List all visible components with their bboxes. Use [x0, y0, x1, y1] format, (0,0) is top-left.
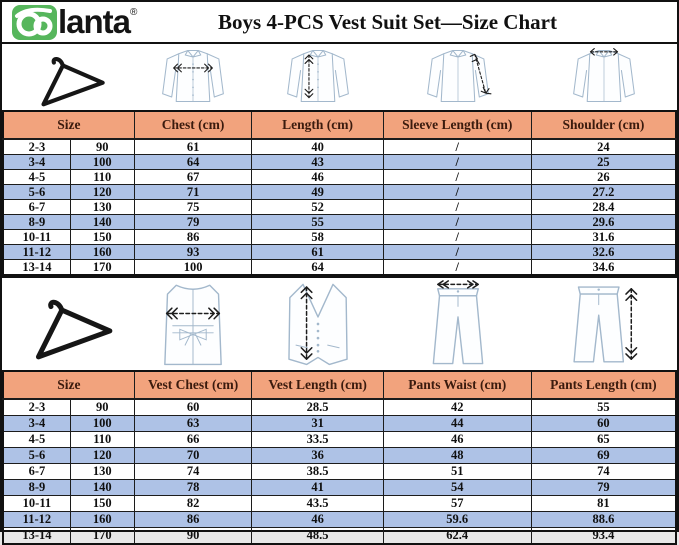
cell: 100: [70, 416, 134, 432]
header: [2, 2, 677, 42]
cell: 46: [252, 170, 383, 185]
brand-name: lanta: [58, 3, 131, 40]
table-row: [3, 170, 676, 185]
cell: 160: [70, 245, 134, 260]
cell: 100: [134, 260, 252, 276]
cell: /: [383, 245, 531, 260]
cell: 65: [531, 432, 676, 448]
vest-pants-illustration-band: [2, 276, 677, 370]
col-header-pants-waist: Pants Waist (cm): [383, 371, 531, 399]
cell: 33.5: [252, 432, 383, 448]
col-header-shoulder: Shoulder (cm): [531, 111, 676, 139]
cell: /: [383, 139, 531, 155]
cell: 54: [383, 480, 531, 496]
page-title: Boys 4-PCS Vest Suit Set—Size Chart: [218, 9, 557, 34]
cell: 150: [70, 496, 134, 512]
cell: 6-7: [3, 464, 70, 480]
cell: 67: [134, 170, 252, 185]
col-header-chest: Chest (cm): [134, 111, 252, 139]
cell: 27.2: [531, 185, 676, 200]
table-row: [3, 185, 676, 200]
cell: 170: [70, 260, 134, 276]
table-row: [3, 260, 676, 276]
table-row: [3, 464, 676, 480]
cell: 38.5: [252, 464, 383, 480]
shirt-shoulder-icon: [532, 44, 677, 110]
shirt-length-icon: [252, 44, 384, 110]
col-header-size: Size: [3, 371, 134, 399]
cell: /: [383, 170, 531, 185]
cell: 25: [531, 155, 676, 170]
hanger-icon: [2, 278, 134, 370]
cell: 71: [134, 185, 252, 200]
cell: 48.5: [252, 528, 383, 545]
cell: 55: [252, 215, 383, 230]
cell: 28.4: [531, 200, 676, 215]
shirt-table-header-row: [3, 111, 676, 139]
cell: 70: [134, 448, 252, 464]
cell: 10-11: [3, 230, 70, 245]
pants-waist-icon: [383, 278, 532, 370]
cell: 63: [134, 416, 252, 432]
cell: 5-6: [3, 185, 70, 200]
cell: 130: [70, 200, 134, 215]
cell: 51: [383, 464, 531, 480]
cell: 49: [252, 185, 383, 200]
cell: 110: [70, 170, 134, 185]
cell: 13-14: [3, 260, 70, 276]
cell: 90: [70, 399, 134, 416]
table-row: [3, 496, 676, 512]
cell: 86: [134, 230, 252, 245]
cell: 3-4: [3, 155, 70, 170]
cell: 4-5: [3, 170, 70, 185]
col-header-vest-chest: Vest Chest (cm): [134, 371, 252, 399]
cell: 82: [134, 496, 252, 512]
cell: 43: [252, 155, 383, 170]
table-row: [3, 512, 676, 528]
cell: 46: [252, 512, 383, 528]
cell: 10-11: [3, 496, 70, 512]
brand-logo-icon: [12, 5, 57, 40]
shirt-size-table: [2, 110, 677, 276]
cell: /: [383, 230, 531, 245]
cell: 40: [252, 139, 383, 155]
cell: 60: [134, 399, 252, 416]
shirt-chest-icon: [134, 44, 252, 110]
vest-back-chest-icon: [134, 278, 252, 370]
cell: 44: [383, 416, 531, 432]
cell: 79: [134, 215, 252, 230]
cell: 140: [70, 480, 134, 496]
cell: 93: [134, 245, 252, 260]
col-header-size: Size: [3, 111, 134, 139]
cell: 66: [134, 432, 252, 448]
cell: 81: [531, 496, 676, 512]
cell: /: [383, 185, 531, 200]
table-row: [3, 155, 676, 170]
table-row: [3, 416, 676, 432]
cell: 5-6: [3, 448, 70, 464]
cell: 42: [383, 399, 531, 416]
cell: 55: [531, 399, 676, 416]
shirt-sleeve-icon: [383, 44, 532, 110]
cell: 2-3: [3, 139, 70, 155]
cell: 24: [531, 139, 676, 155]
cell: 52: [252, 200, 383, 215]
cell: /: [383, 200, 531, 215]
cell: 3-4: [3, 416, 70, 432]
vest-pants-size-table: [2, 370, 677, 545]
cell: /: [383, 215, 531, 230]
table-row: [3, 480, 676, 496]
cell: 150: [70, 230, 134, 245]
cell: 93.4: [531, 528, 676, 545]
cell: 130: [70, 464, 134, 480]
cell: 110: [70, 432, 134, 448]
cell: 100: [70, 155, 134, 170]
cell: 4-5: [3, 432, 70, 448]
table-row: [3, 230, 676, 245]
registered-mark: ®: [130, 7, 138, 18]
cell: 88.6: [531, 512, 676, 528]
cell: 160: [70, 512, 134, 528]
cell: 13-14: [3, 528, 70, 545]
cell: 74: [531, 464, 676, 480]
cell: 64: [252, 260, 383, 276]
cell: 120: [70, 448, 134, 464]
cell: 58: [252, 230, 383, 245]
table-row: [3, 448, 676, 464]
cell: 140: [70, 215, 134, 230]
cell: 170: [70, 528, 134, 545]
cell: 11-12: [3, 512, 70, 528]
cell: 8-9: [3, 215, 70, 230]
table-row: [3, 139, 676, 155]
cell: 62.4: [383, 528, 531, 545]
cell: 74: [134, 464, 252, 480]
cell: 46: [383, 432, 531, 448]
table-row: [3, 215, 676, 230]
cell: 41: [252, 480, 383, 496]
cell: 120: [70, 185, 134, 200]
cell: 69: [531, 448, 676, 464]
cell: 79: [531, 480, 676, 496]
col-header-sleeve-length: Sleeve Length (cm): [383, 111, 531, 139]
table-row: [3, 245, 676, 260]
cell: 59.6: [383, 512, 531, 528]
cell: 36: [252, 448, 383, 464]
cell: 8-9: [3, 480, 70, 496]
cell: /: [383, 260, 531, 276]
col-header-pants-length: Pants Length (cm): [531, 371, 676, 399]
cell: 11-12: [3, 245, 70, 260]
cell: 60: [531, 416, 676, 432]
cell: 31.6: [531, 230, 676, 245]
cell: 2-3: [3, 399, 70, 416]
vest-table-header-row: [3, 371, 676, 399]
cell: 31: [252, 416, 383, 432]
table-row: [3, 432, 676, 448]
col-header-vest-length: Vest Length (cm): [252, 371, 383, 399]
cell: 61: [134, 139, 252, 155]
cell: 57: [383, 496, 531, 512]
cell: 75: [134, 200, 252, 215]
cell: 78: [134, 480, 252, 496]
cell: 6-7: [3, 200, 70, 215]
cell: 90: [134, 528, 252, 545]
cell: 26: [531, 170, 676, 185]
table-row: [3, 399, 676, 416]
cell: 64: [134, 155, 252, 170]
brand-logo: [12, 5, 137, 40]
cell: 43.5: [252, 496, 383, 512]
table-row: [3, 528, 676, 545]
cell: /: [383, 155, 531, 170]
cell: 61: [252, 245, 383, 260]
cell: 90: [70, 139, 134, 155]
col-header-length: Length (cm): [252, 111, 383, 139]
cell: 28.5: [252, 399, 383, 416]
vest-front-length-icon: [252, 278, 384, 370]
cell: 34.6: [531, 260, 676, 276]
cell: 29.6: [531, 215, 676, 230]
shirt-illustration-band: [2, 42, 677, 110]
hanger-icon: [2, 44, 134, 110]
table-row: [3, 200, 676, 215]
cell: 32.6: [531, 245, 676, 260]
cell: 86: [134, 512, 252, 528]
cell: 48: [383, 448, 531, 464]
pants-length-icon: [532, 278, 677, 370]
